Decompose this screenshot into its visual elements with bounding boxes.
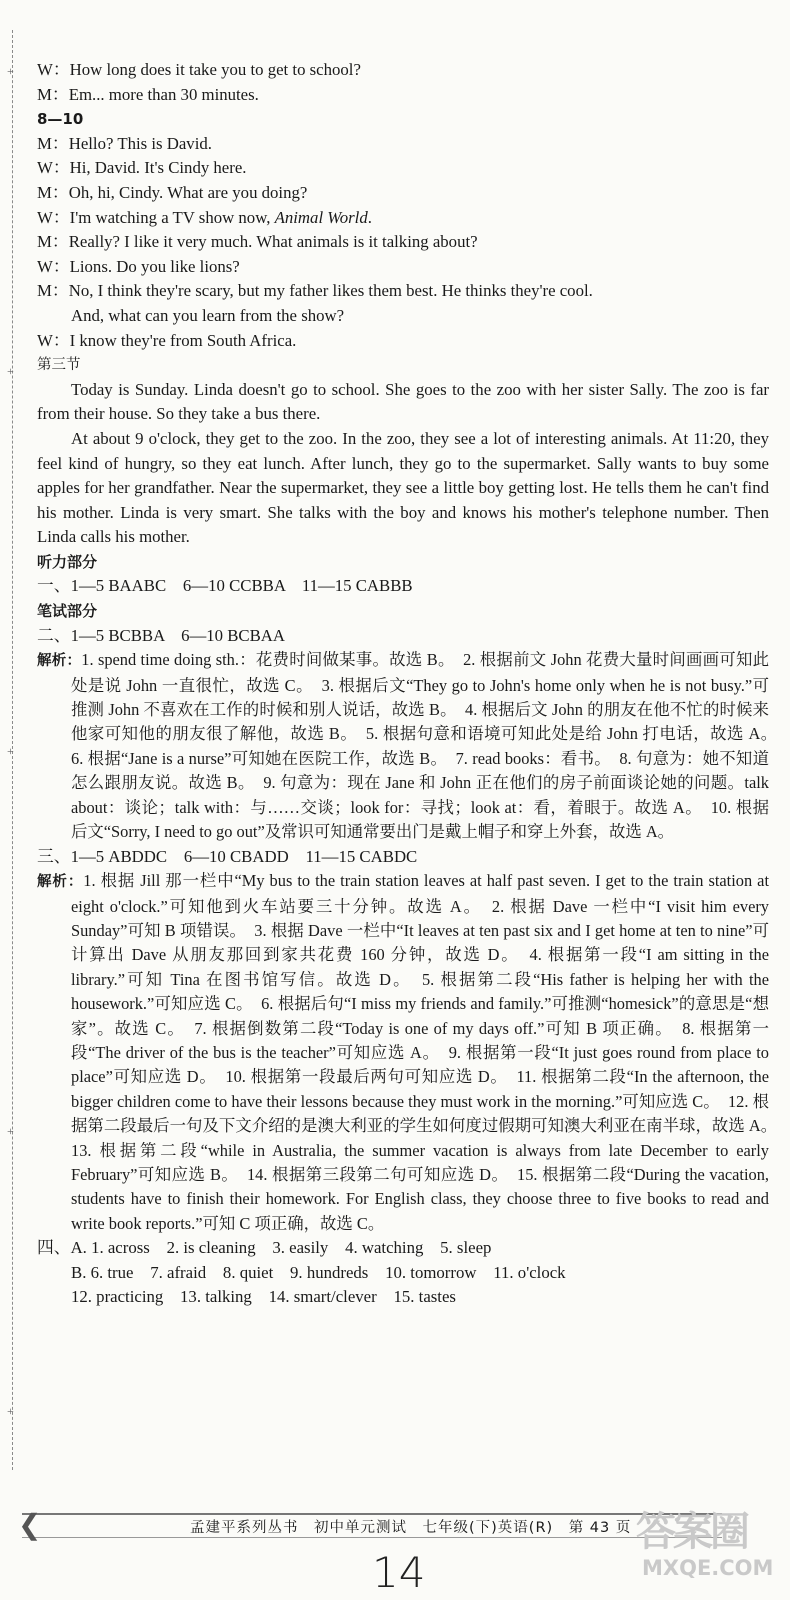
binding-mark: + xyxy=(7,1124,14,1138)
binding-mark: + xyxy=(7,364,14,378)
watermark-url: MXQE.COM xyxy=(642,1556,774,1580)
written-title: 笔试部分 xyxy=(37,602,98,621)
dialogue-line: M：No, I think they're scary, but my father likes them best. He thinks they're cool. xyxy=(37,281,593,301)
dialogue-line: W：Lions. Do you like lions? xyxy=(37,256,240,276)
dialogue-line: M：Hello? This is David. xyxy=(37,133,212,153)
part4-b-answers: B. 6. true 7. afraid 8. quiet 9. hundreds 10. tomorrow 11. o'clock xyxy=(71,1262,566,1282)
part4-b-answers-cont: 12. practicing 13. talking 14. smart/clever 15. tastes xyxy=(71,1287,456,1307)
handwritten-page-number: 14 xyxy=(372,1548,426,1597)
dialogue-line: W：I know they're from South Africa. xyxy=(37,330,297,350)
passage-paragraph: At about 9 o'clock, they get to the zoo. In the zoo, they see a lot of interesting animals. At 11:20, they feel kind of hungry, so they eat lunch. After lunch, they go to the supermarket. Sally wants to buy some apples for her grandfather. Near the supermarket, they see a little boy getting lost. He tells them he can't find his mother. Linda is very smart. She talks with the boy and knows his mother's telephone number. Then Linda calls his mother. xyxy=(37,428,769,547)
dialogue-line: W：I'm watching a TV show now, Animal World. xyxy=(37,207,372,227)
explanation-label: 解析： xyxy=(37,874,84,891)
binding-mark: + xyxy=(7,1404,14,1418)
dialogue-line: W：Hi, David. It's Cindy here. xyxy=(37,158,247,178)
answer-key-content xyxy=(37,58,786,1310)
footer-text: 孟建平系列丛书 初中单元测试 七年级(下)英语(R) 第 43 页 xyxy=(190,1520,632,1536)
section-label: 第三节 xyxy=(37,357,81,374)
dialogue-line: W：How long does it take you to get to school? xyxy=(37,60,361,79)
part2-explanation xyxy=(37,648,786,844)
part3-explanation xyxy=(37,869,786,1236)
watermark-logo: 答案圈 xyxy=(636,1509,747,1555)
passage-paragraph: Today is Sunday. Linda doesn't go to school. She goes to the zoo with her sister Sally. The zoo is far from their house. So they take a bus there. xyxy=(37,379,769,424)
binding-mark: + xyxy=(7,744,14,758)
part2-answers: 二、1—5 BCBBA 6—10 BCBAA xyxy=(37,625,286,645)
dialogue-line: M：Em... more than 30 minutes. xyxy=(37,84,259,104)
tv-show-title: Animal World xyxy=(274,207,368,227)
explanation-label: 解析： xyxy=(37,653,82,670)
part4-a-answers: 四、A. 1. across 2. is cleaning 3. easily 4. watching 5. sleep xyxy=(37,1238,492,1258)
listening-title: 听力部分 xyxy=(37,552,98,571)
binding-mark: + xyxy=(7,64,14,78)
listening-answers: 一、1—5 BAABC 6—10 CCBBA 11—15 CABBB xyxy=(37,576,413,596)
dialogue-line: And, what can you learn from the show? xyxy=(71,305,345,325)
dialogue-line: M：Really? I like it very much. What animals is it talking about? xyxy=(37,232,478,252)
section-heading-8-10: 8—10 xyxy=(37,110,84,129)
footer-arrow-icon: ❮ xyxy=(18,1510,42,1541)
dialogue-line: M：Oh, hi, Cindy. What are you doing? xyxy=(37,182,308,202)
part3-answers: 三、1—5 ABDDC 6—10 CBADD 11—15 CABDC xyxy=(37,846,418,866)
dialogue-text: W：I'm watching a TV show now, xyxy=(37,207,271,227)
explanation-text: 1. 根据 Jill 那一栏中“My bus to the train station leaves at half past seven. I get to the train station at eight o'clock.”可知他到火车站要三十分钟。故选 A。 2. 根据 Dave 一栏中“I visit him every Sunday”可知 B 项错误。 3. 根据 Dave 一栏中“It leaves at ten past six and I get home at ten to nine”可计算出 Dave 从朋友那回到家共花费 160 分钟，故选 D。 4. 根据第一段“I am sitting in the library.”可知 Tina 在图书馆写信。故选 D。 5. 根据第二段“His father is helping her with the housework.”可知应选 C。 6. 根据后句“I miss my friends and family.”可推测“homesick”的意思是“想家”。故选 C。 7. 根据倒数第二段“Today is one of my days off.”可知 B 项正确。 8. 根据第一段“The driver of the bus is the teacher”可知应选 A。 9. 根据第一段“It just goes round from place to place”可知应选 D。 10. 根据第一段最后两句可知应选 D。 11. 根据第二段“In the afternoon, the bigger children come to have their lessons because they must work in the morning.”可知应选 C。 12. 根据第二段最后一句及下文介绍的是澳大利亚的学生如何度过假期可知澳大利亚在南半球，故选 A。 13. 根据第二段“while in Australia, the summer vacation is always from late December to early February”可知应选 B。 14. 根据第三段第二句可知应选 D。 15. 根据第二段“During the vacation, students have to finish their homework. For English class, they choose three to five books to read and write book reports.”可知 C 项正确，故选 C。 xyxy=(71,871,786,1233)
explanation-text: 1. spend time doing sth.：花费时间做某事。故选 B。 2. 根据前文 John 花费大量时间画画可知此处是说 John 一直很忙，故选 C。 3. 根据后文“They go to John's home only when he is not busy.”可推测 John 不喜欢在工作的时候和别人说话，故选 B。 4. 根据后文 John 的朋友在他不忙的时候来他家可知他的朋友很了解他，故选 B。 5. 根据句意和语境可知此处是给 John 打电话，故选 A。 6. 根据“Jane is a nurse”可知她在医院工作，故选 B。 7. read books：看书。 8. 句意为：她不知道怎么跟朋友说。故选 B。 9. 句意为：现在 Jane 和 John 正在他们的房子前面谈论她的问题。talk about：谈论；talk with：与……交谈；look for：寻找；look at：看，着眼于。故选 A。 10. 根据后文“Sorry, I need to go out”及常识可知通常要出门是戴上帽子和穿上外套，故选 A。 xyxy=(71,650,786,842)
